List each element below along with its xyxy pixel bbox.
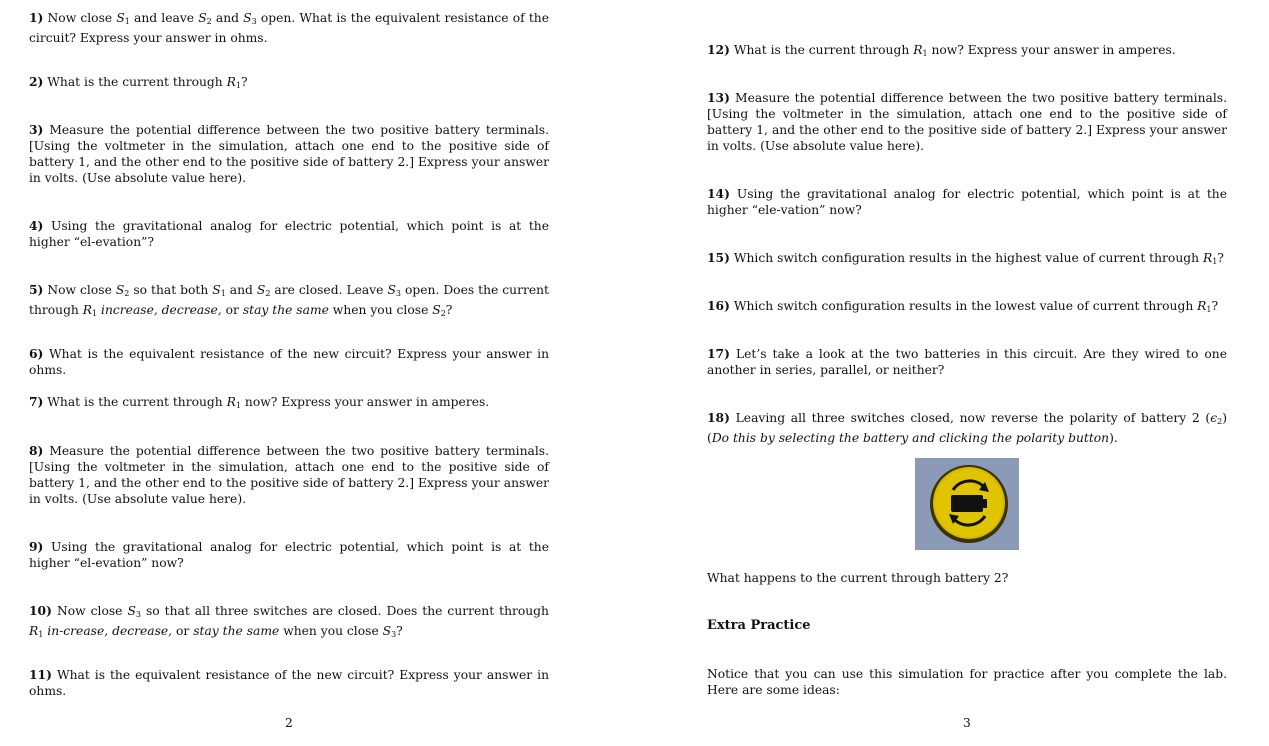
question-18-followup: What happens to the current through battery 2? bbox=[707, 571, 1009, 585]
question-1: 1) Now close $S_1$ and leave $S_2$ and $S_3$ open. What is the equivalent resistance of the circuit? Express your answer in ohms. bbox=[29, 10, 549, 45]
page-number-3: 3 bbox=[963, 716, 971, 730]
question-12: 12) What is the current through $R_1$ now? Express your answer in amperes. bbox=[707, 42, 1176, 58]
question-7: 7) What is the current through $R_1$ now? Express your answer in amperes. bbox=[29, 394, 490, 410]
battery-flip-icon bbox=[915, 458, 1019, 550]
question-4: 4) Using the gravitational analog for electric potential, which point is at the higher “el-evation”? bbox=[29, 218, 549, 249]
question-13: 13) Measure the potential difference between the two positive battery terminals. [Using the voltmeter in the simulation, attach one end to the positive side of battery 1, and the other end to the positive side of battery 2.] Express your answer in volts. (Use absolute value here). bbox=[707, 90, 1227, 153]
question-8: 8) Measure the potential difference between the two positive battery terminals. [Using the voltmeter in the simulation, attach one end to the positive side of battery 1, and the other end to the positive side of battery 2.] Express your answer in volts. (Use absolute value here). bbox=[29, 443, 549, 506]
question-17: 17) Let’s take a look at the two batteries in this circuit. Are they wired to one another in series, parallel, or neither? bbox=[707, 346, 1227, 377]
question-16: 16) Which switch configuration results in the lowest value of current through $R_1$? bbox=[707, 298, 1219, 314]
question-14: 14) Using the gravitational analog for electric potential, which point is at the higher “ele-vation” now? bbox=[707, 186, 1227, 217]
question-10: 10) Now close $S_3$ so that all three switches are closed. Does the current through $R_1$ in-crease, decrease, or stay the same when you close $S_3$? bbox=[29, 603, 549, 639]
question-15: 15) Which switch configuration results in the highest value of current through $R_1$? bbox=[707, 250, 1224, 266]
question-3: 3) Measure the potential difference between the two positive battery terminals. [Using the voltmeter in the simulation, attach one end to the positive side of battery 1, and the other end to the positive side of battery 2.] Express your answer in volts. (Use absolute value here). bbox=[29, 122, 549, 185]
extra-practice-text: Notice that you can use this simulation for practice after you complete the lab. Here are some ideas: bbox=[707, 667, 1227, 697]
question-2: 2) What is the current through $R_1$? bbox=[29, 74, 248, 90]
polarity-button-image bbox=[915, 458, 1019, 550]
question-9: 9) Using the gravitational analog for electric potential, which point is at the higher “el-evation” now? bbox=[29, 539, 549, 570]
question-6: 6) What is the equivalent resistance of the new circuit? Express your answer in ohms. bbox=[29, 346, 549, 377]
question-5: 5) Now close $S_2$ so that both $S_1$ and $S_2$ are closed. Leave $S_3$ open. Does the current through $R_1$ increase, decrease, or stay the same when you close $S_2$? bbox=[29, 282, 549, 318]
question-11: 11) What is the equivalent resistance of the new circuit? Express your answer in ohms. bbox=[29, 667, 549, 698]
page-number-2: 2 bbox=[285, 716, 293, 730]
extra-practice-heading: Extra Practice bbox=[707, 618, 811, 633]
question-18: 18) Leaving all three switches closed, now reverse the polarity of battery 2 $(\epsilon_2)$ (Do this by selecting the battery and clicking the polarity button). bbox=[707, 410, 1227, 445]
